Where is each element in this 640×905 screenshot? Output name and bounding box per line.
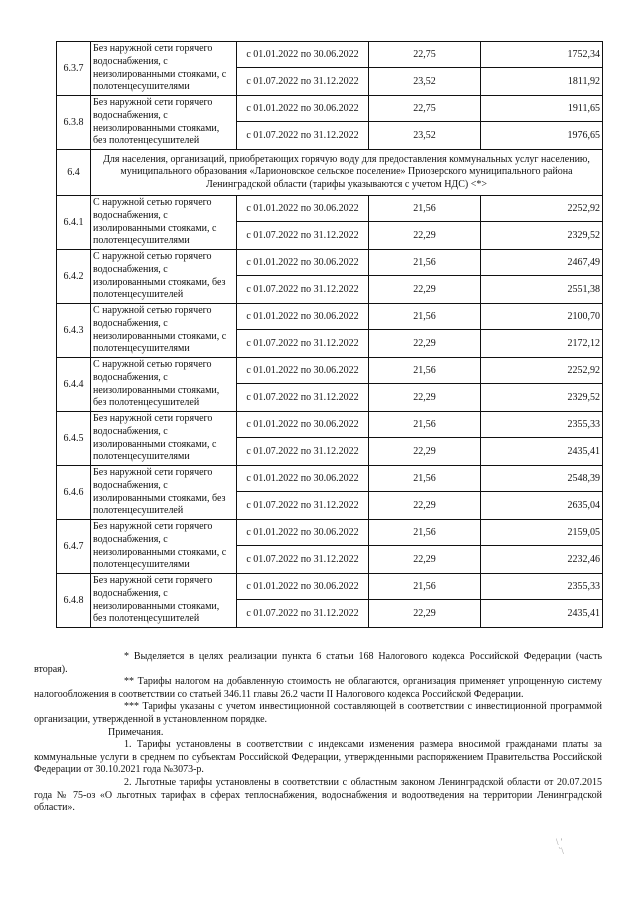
row-description: Без наружной сети горячего водоснабжения, с неизолированными стояками, без полотенцесушителей bbox=[91, 96, 237, 150]
period-cell: с 01.01.2022 по 30.06.2022 bbox=[237, 358, 369, 384]
price-cell: 23,52 bbox=[369, 68, 481, 96]
row-code: 6.4.3 bbox=[57, 304, 91, 358]
period-cell: с 01.01.2022 по 30.06.2022 bbox=[237, 574, 369, 600]
row-code: 6.4.1 bbox=[57, 196, 91, 250]
scan-mark: \ ' `\ bbox=[556, 837, 564, 856]
period-cell: с 01.07.2022 по 31.12.2022 bbox=[237, 600, 369, 628]
table-row bbox=[57, 42, 603, 68]
price-cell: 21,56 bbox=[369, 250, 481, 276]
row-description: С наружной сетью горячего водоснабжения, с неизолированными стояками, с полотенцесушителями bbox=[91, 304, 237, 358]
price-cell: 2232,46 bbox=[481, 546, 603, 574]
price-cell: 22,75 bbox=[369, 96, 481, 122]
table-row bbox=[57, 358, 603, 384]
table-row bbox=[57, 96, 603, 122]
price-cell: 1976,65 bbox=[481, 122, 603, 150]
footnote-2: ** Тарифы налогом на добавленную стоимость не облагаются, организация применяет упрощенную систему налогообложения в соответствии со статьей 346.11 главы 26.2 части II Налогового кодекса Российской Федерации. bbox=[34, 676, 602, 700]
price-cell: 1752,34 bbox=[481, 42, 603, 68]
section-title: Для населения, организаций, приобретающих горячую воду для предоставления коммунальных услуг населению, муниципального образования «Ларионовское сельское поселение» Приозерского муниципального района Ленинградской области (тарифы указываются с учетом НДС) <*> bbox=[91, 150, 603, 196]
footnote-1: * Выделяется в целях реализации пункта 6 статьи 168 Налогового кодекса Российской Федерации (часть вторая). bbox=[34, 651, 602, 675]
price-cell: 2355,33 bbox=[481, 412, 603, 438]
row-code: 6.4.2 bbox=[57, 250, 91, 304]
period-cell: с 01.07.2022 по 31.12.2022 bbox=[237, 438, 369, 466]
price-cell: 2252,92 bbox=[481, 358, 603, 384]
note-2: 2. Льготные тарифы установлены в соответствии с областным законом Ленинградской области от 20.07.2015 года № 75-оз «О льготных тарифах в сферах теплоснабжения, водоснабжения и водоотведения на территории Ленинградской области». bbox=[34, 776, 602, 814]
row-description: С наружной сетью горячего водоснабжения, с изолированными стояками, без полотенцесушителей bbox=[91, 250, 237, 304]
price-cell: 2551,38 bbox=[481, 276, 603, 304]
row-code: 6.3.8 bbox=[57, 96, 91, 150]
row-description: С наружной сетью горячего водоснабжения, с изолированными стояками, с полотенцесушителями bbox=[91, 196, 237, 250]
price-cell: 22,29 bbox=[369, 276, 481, 304]
price-cell: 21,56 bbox=[369, 466, 481, 492]
price-cell: 21,56 bbox=[369, 520, 481, 546]
row-description: Без наружной сети горячего водоснабжения, с неизолированными стояками, без полотенцесушителей bbox=[91, 574, 237, 628]
price-cell: 2548,39 bbox=[481, 466, 603, 492]
table-row bbox=[57, 574, 603, 600]
note-1: 1. Тарифы установлены в соответствии с индексами изменения размера вносимой гражданами платы за коммунальные услуги в среднем по субъектам Российской Федерации, утвержденными распоряжением Правительства Российской Федерации от 30.10.2021 года №3073-р. bbox=[34, 739, 602, 776]
section-row bbox=[57, 150, 603, 196]
row-code: 6.4.8 bbox=[57, 574, 91, 628]
period-cell: с 01.07.2022 по 31.12.2022 bbox=[237, 330, 369, 358]
price-cell: 2329,52 bbox=[481, 384, 603, 412]
row-code: 6.4.5 bbox=[57, 412, 91, 466]
price-cell: 2355,33 bbox=[481, 574, 603, 600]
period-cell: с 01.01.2022 по 30.06.2022 bbox=[237, 96, 369, 122]
period-cell: с 01.07.2022 по 31.12.2022 bbox=[237, 276, 369, 304]
period-cell: с 01.01.2022 по 30.06.2022 bbox=[237, 412, 369, 438]
row-description: С наружной сетью горячего водоснабжения, с неизолированными стояками, без полотенцесушителей bbox=[91, 358, 237, 412]
tariff-table-bottom bbox=[57, 196, 603, 628]
table-row bbox=[57, 412, 603, 438]
price-cell: 2159,05 bbox=[481, 520, 603, 546]
price-cell: 22,29 bbox=[369, 546, 481, 574]
period-cell: с 01.07.2022 по 31.12.2022 bbox=[237, 222, 369, 250]
price-cell: 22,29 bbox=[369, 600, 481, 628]
price-cell: 21,56 bbox=[369, 358, 481, 384]
row-description: Без наружной сети горячего водоснабжения, с изолированными стояками, без полотенцесушителей bbox=[91, 466, 237, 520]
row-code: 6.4.7 bbox=[57, 520, 91, 574]
price-cell: 2100,70 bbox=[481, 304, 603, 330]
period-cell: с 01.07.2022 по 31.12.2022 bbox=[237, 68, 369, 96]
period-cell: с 01.07.2022 по 31.12.2022 bbox=[237, 492, 369, 520]
price-cell: 22,29 bbox=[369, 222, 481, 250]
price-cell: 2435,41 bbox=[481, 438, 603, 466]
period-cell: с 01.01.2022 по 30.06.2022 bbox=[237, 466, 369, 492]
price-cell: 21,56 bbox=[369, 304, 481, 330]
period-cell: с 01.07.2022 по 31.12.2022 bbox=[237, 384, 369, 412]
table-row bbox=[57, 466, 603, 492]
footnote-3: *** Тарифы указаны с учетом инвестиционной составляющей в соответствии с инвестиционной программой организации, утвержденной в установленном порядке. bbox=[34, 701, 602, 725]
period-cell: с 01.07.2022 по 31.12.2022 bbox=[237, 546, 369, 574]
price-cell: 21,56 bbox=[369, 412, 481, 438]
table-row bbox=[57, 304, 603, 330]
tariff-section bbox=[57, 150, 603, 196]
table-row bbox=[57, 196, 603, 222]
section-code: 6.4 bbox=[57, 150, 91, 196]
price-cell: 22,75 bbox=[369, 42, 481, 68]
row-description: Без наружной сети горячего водоснабжения, с неизолированными стояками, с полотенцесушителями bbox=[91, 520, 237, 574]
period-cell: с 01.01.2022 по 30.06.2022 bbox=[237, 196, 369, 222]
price-cell: 22,29 bbox=[369, 330, 481, 358]
footnotes bbox=[34, 651, 602, 815]
row-code: 6.3.7 bbox=[57, 42, 91, 96]
price-cell: 22,29 bbox=[369, 492, 481, 520]
price-cell: 22,29 bbox=[369, 384, 481, 412]
price-cell: 22,29 bbox=[369, 438, 481, 466]
price-cell: 23,52 bbox=[369, 122, 481, 150]
price-cell: 2467,49 bbox=[481, 250, 603, 276]
period-cell: с 01.07.2022 по 31.12.2022 bbox=[237, 122, 369, 150]
price-cell: 21,56 bbox=[369, 574, 481, 600]
price-cell: 2172,12 bbox=[481, 330, 603, 358]
price-cell: 2435,41 bbox=[481, 600, 603, 628]
period-cell: с 01.01.2022 по 30.06.2022 bbox=[237, 250, 369, 276]
period-cell: с 01.01.2022 по 30.06.2022 bbox=[237, 42, 369, 68]
row-description: Без наружной сети горячего водоснабжения, с неизолированными стояками, с полотенцесушителями bbox=[91, 42, 237, 96]
row-code: 6.4.6 bbox=[57, 466, 91, 520]
price-cell: 1911,65 bbox=[481, 96, 603, 122]
period-cell: с 01.01.2022 по 30.06.2022 bbox=[237, 304, 369, 330]
notes-heading: Примечания. bbox=[108, 726, 164, 738]
row-description: Без наружной сети горячего водоснабжения, с изолированными стояками, с полотенцесушителями bbox=[91, 412, 237, 466]
price-cell: 2635,04 bbox=[481, 492, 603, 520]
price-cell: 21,56 bbox=[369, 196, 481, 222]
period-cell: с 01.01.2022 по 30.06.2022 bbox=[237, 520, 369, 546]
row-code: 6.4.4 bbox=[57, 358, 91, 412]
price-cell: 1811,92 bbox=[481, 68, 603, 96]
price-cell: 2252,92 bbox=[481, 196, 603, 222]
tariff-table-top bbox=[57, 42, 603, 150]
table-row bbox=[57, 250, 603, 276]
price-cell: 2329,52 bbox=[481, 222, 603, 250]
table-row bbox=[57, 520, 603, 546]
tariff-table bbox=[56, 41, 603, 628]
